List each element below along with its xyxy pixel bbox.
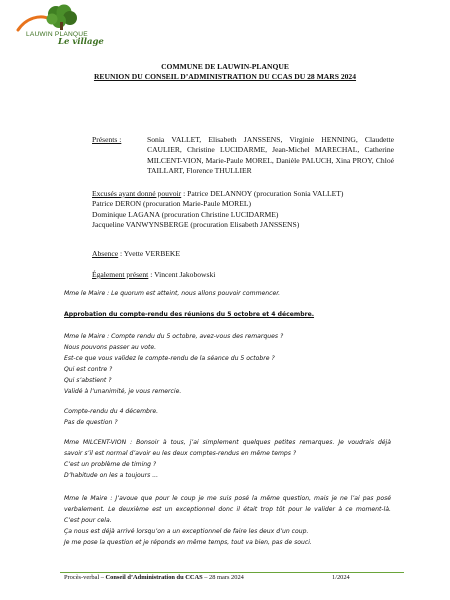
paragraph-milcent-vion	[64, 437, 391, 481]
commune-logo	[14, 4, 104, 50]
text-line: Nous pouvons passer au vote.	[64, 344, 157, 351]
text-line: Je me pose la question et je réponds en même temps, tout va bien, pas de souci.	[64, 539, 312, 546]
footer-rule	[60, 572, 404, 573]
section-heading: Approbation du compte-rendu des réunions du 5 octobre et 4 décembre.	[64, 311, 315, 318]
text-line: Qui s’abstient ?	[64, 377, 112, 384]
excuses-first-line	[92, 189, 412, 199]
text-line: C’est pour cela.	[64, 517, 112, 524]
text-line: verbalement. Le deuxième est un exceptionnel donc il était trop tôt pour le valider à ce moment-là.	[64, 506, 391, 513]
egalement-value: : Vincent Jakobowski	[148, 270, 216, 279]
excuses-section	[92, 189, 412, 231]
excuses-line: Patrice DERON (procuration Marie-Paule MOREL)	[92, 199, 252, 209]
absence-label: Absence	[92, 249, 119, 258]
absence-section	[92, 249, 180, 259]
quorum-line: Mme le Maire : Le quorum est atteint, nous allons pouvoir commencer.	[64, 290, 281, 297]
paragraph-vote-5-octobre	[64, 331, 391, 397]
text-line: Validé à l’unanimité, je vous remercie.	[64, 388, 182, 395]
excuses-first: : Patrice DELANNOY (procuration Sonia VALLET)	[181, 189, 344, 198]
logo-tagline: Le village	[58, 37, 104, 47]
egalement-label: Également présent	[92, 270, 149, 279]
text-line: savoir s’il est normal d’avoir eu les deux comptes-rendus en même temps ?	[64, 450, 297, 457]
text-line: Est-ce que vous validez le compte-rendu de la séance du 5 octobre ?	[64, 355, 275, 362]
page-number: 1/2024	[332, 574, 350, 581]
text-line: Mme le Maire : Compte rendu du 5 octobre, avez-vous des remarques ?	[64, 333, 284, 340]
text-line: Ça nous est déjà arrivé lorsqu’on a un exceptionnel de faire les deux d’un coup.	[64, 528, 309, 535]
egalement-section	[92, 270, 215, 280]
quorum-paragraph	[64, 288, 391, 299]
footer-bold: Conseil d’Administration du CCAS	[105, 574, 203, 581]
page-footer	[64, 574, 358, 581]
absence-value: : Yvette VERBEKE	[118, 249, 181, 258]
logo-name: LAUWIN PLANQUE	[26, 31, 88, 38]
text-line: Qui est contre ?	[64, 366, 113, 373]
section-heading-block	[64, 309, 391, 320]
footer-prefix: Procès-verbal –	[64, 574, 106, 581]
excuses-line: Dominique LAGANA (procuration Christine LUCIDARME)	[92, 209, 279, 219]
paragraph-4-decembre	[64, 406, 391, 428]
excuses-line: Jacqueline VANWYNSBERGE (procuration Elisabeth JANSSENS)	[92, 220, 300, 230]
text-line: Mme MILCENT-VION : Bonsoir à tous, j’ai simplement quelques petites remarques. Je voudrais déjà	[64, 439, 391, 446]
text-line: C’est un problème de timing ?	[64, 461, 157, 468]
text-line: Compte-rendu du 4 décembre.	[64, 408, 159, 415]
text-line: Mme le Maire : J’avoue que pour le coup je me suis posé la même question, mais je ne l’ai pas posé	[64, 495, 391, 502]
excuses-label: Excusés ayant donné pouvoir	[92, 189, 182, 198]
meeting-title: REUNION DU CONSEIL D’ADMINISTRATION DU CCAS DU 28 MARS 2024	[93, 72, 357, 81]
presents-names: Sonia VALLET, Elisabeth JANSSENS, Virginie HENNING, Claudette CAULIER, Christine LUCIDARME, Jean-Michel MARECHAL, Catherine MILCENT-VION, Marie-Paule MOREL, Danièle PALUCH, Xina PROY, Chloé TAILLART, Florence THULLIER	[147, 135, 394, 176]
commune-name: COMMUNE DE LAUWIN-PLANQUE	[161, 62, 289, 71]
presents-label: Présents :	[92, 135, 122, 144]
document-header	[0, 62, 450, 82]
text-line: Pas de question ?	[64, 419, 118, 426]
text-line: D’habitude on les a toujours ...	[64, 472, 159, 479]
paragraph-maire-reponse	[64, 493, 391, 548]
footer-date: – 28 mars 2024	[202, 574, 244, 581]
